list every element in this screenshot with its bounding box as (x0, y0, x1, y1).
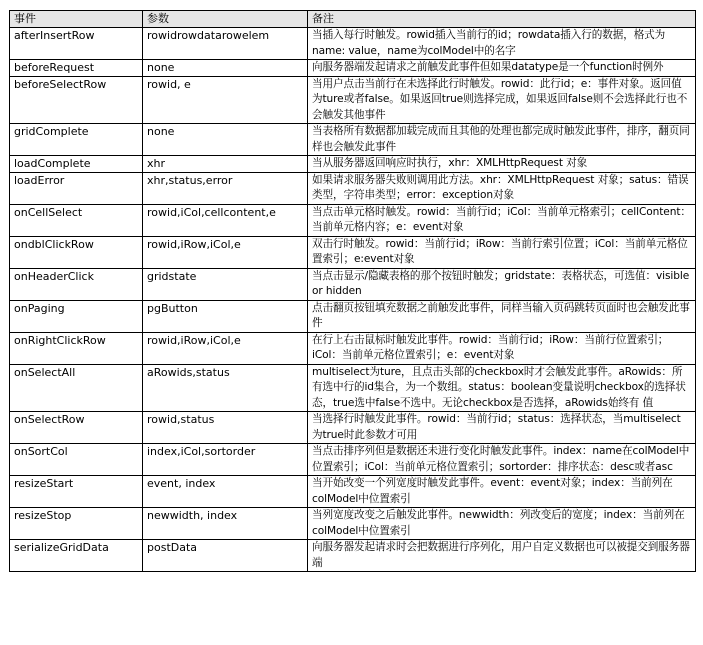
table-row (10, 300, 696, 332)
event-params: rowid,status (143, 412, 308, 444)
event-name: serializeGridData (10, 540, 143, 572)
table-row (10, 508, 696, 540)
event-notes: 当从服务器返回响应时执行，xhr：XMLHttpRequest 对象 (308, 156, 696, 173)
table-row (10, 28, 696, 60)
event-notes: 当表格所有数据都加载完成而且其他的处理也都完成时触发此事件，排序，翻页同样也会触发此事件 (308, 124, 696, 156)
event-name: loadError (10, 172, 143, 204)
table-row (10, 476, 696, 508)
event-name: ondblClickRow (10, 236, 143, 268)
event-notes: multiselect为ture，且点击头部的checkbox时才会触发此事件。aRowids：所有选中行的id集合，为一个数组。status：boolean变量说明checkbox的选择状态，true选中false不选中。无论checkbox是否选择，aRowids始终有 值 (308, 364, 696, 412)
header-notes: 备注 (308, 11, 696, 28)
header-event: 事件 (10, 11, 143, 28)
header-row (10, 11, 696, 28)
event-notes: 双击行时触发。rowid：当前行id；iRow：当前行索引位置；iCol：当前单元格位置索引；e:event对象 (308, 236, 696, 268)
event-name: onSelectRow (10, 412, 143, 444)
table-row (10, 204, 696, 236)
event-params: xhr,status,error (143, 172, 308, 204)
event-notes: 当点击排序列但是数据还未进行变化时触发此事件。index：name在colModel中位置索引；iCol：当前单元格位置索引；sortorder：排序状态：desc或者asc (308, 444, 696, 476)
table-row (10, 412, 696, 444)
event-name: onCellSelect (10, 204, 143, 236)
event-params: rowid,iCol,cellcontent,e (143, 204, 308, 236)
events-table (9, 10, 696, 572)
event-params: index,iCol,sortorder (143, 444, 308, 476)
event-name: beforeRequest (10, 60, 143, 77)
table-row (10, 60, 696, 77)
table-row (10, 76, 696, 124)
event-name: afterInsertRow (10, 28, 143, 60)
table-row (10, 124, 696, 156)
table-row (10, 444, 696, 476)
table-row (10, 364, 696, 412)
event-notes: 向服务器端发起请求之前触发此事件但如果datatype是一个function时例外 (308, 60, 696, 77)
table-row (10, 236, 696, 268)
event-name: onSelectAll (10, 364, 143, 412)
event-name: onPaging (10, 300, 143, 332)
event-params: postData (143, 540, 308, 572)
event-name: gridComplete (10, 124, 143, 156)
event-name: loadComplete (10, 156, 143, 173)
table-row (10, 332, 696, 364)
event-name: onSortCol (10, 444, 143, 476)
event-params: none (143, 124, 308, 156)
event-params: xhr (143, 156, 308, 173)
event-notes: 向服务器发起请求时会把数据进行序列化，用户自定义数据也可以被提交到服务器端 (308, 540, 696, 572)
event-notes: 当开始改变一个列宽度时触发此事件。event：event对象；index：当前列在colModel中位置索引 (308, 476, 696, 508)
event-params: event, index (143, 476, 308, 508)
event-params: rowid, e (143, 76, 308, 124)
table-row (10, 268, 696, 300)
event-notes: 当用户点击当前行在未选择此行时触发。rowid：此行id；e：事件对象。返回值为ture或者false。如果返回true则选择完成，如果返回false则不会选择此行也不会触发其他事件 (308, 76, 696, 124)
event-notes: 当点击单元格时触发。rowid：当前行id；iCol：当前单元格索引；cellContent：当前单元格内容；e：event对象 (308, 204, 696, 236)
event-notes: 当列宽度改变之后触发此事件。newwidth：列改变后的宽度；index：当前列在colModel中位置索引 (308, 508, 696, 540)
event-notes: 当插入每行时触发。rowid插入当前行的id；rowdata插入行的数据，格式为name: value，name为colModel中的名字 (308, 28, 696, 60)
event-notes: 在行上右击鼠标时触发此事件。rowid：当前行id；iRow：当前行位置索引；iCol：当前单元格位置索引；e：event对象 (308, 332, 696, 364)
event-name: resizeStop (10, 508, 143, 540)
event-notes: 当点击显示/隐藏表格的那个按钮时触发；gridstate：表格状态，可选值：visible or hidden (308, 268, 696, 300)
event-notes: 点击翻页按钮填充数据之前触发此事件，同样当输入页码跳转页面时也会触发此事件 (308, 300, 696, 332)
event-params: rowid,iRow,iCol,e (143, 332, 308, 364)
event-params: aRowids,status (143, 364, 308, 412)
event-params: rowidrowdatarowelem (143, 28, 308, 60)
table-row (10, 172, 696, 204)
table-row (10, 540, 696, 572)
event-params: none (143, 60, 308, 77)
event-name: beforeSelectRow (10, 76, 143, 124)
event-params: pgButton (143, 300, 308, 332)
event-params: gridstate (143, 268, 308, 300)
event-params: rowid,iRow,iCol,e (143, 236, 308, 268)
event-name: resizeStart (10, 476, 143, 508)
event-params: newwidth, index (143, 508, 308, 540)
header-params: 参数 (143, 11, 308, 28)
event-name: onRightClickRow (10, 332, 143, 364)
table-row (10, 156, 696, 173)
event-notes: 如果请求服务器失败则调用此方法。xhr：XMLHttpRequest 对象；satus：错误类型，字符串类型；error：exception对象 (308, 172, 696, 204)
event-notes: 当选择行时触发此事件。rowid：当前行id；status：选择状态，当multiselect 为true时此参数才可用 (308, 412, 696, 444)
event-name: onHeaderClick (10, 268, 143, 300)
